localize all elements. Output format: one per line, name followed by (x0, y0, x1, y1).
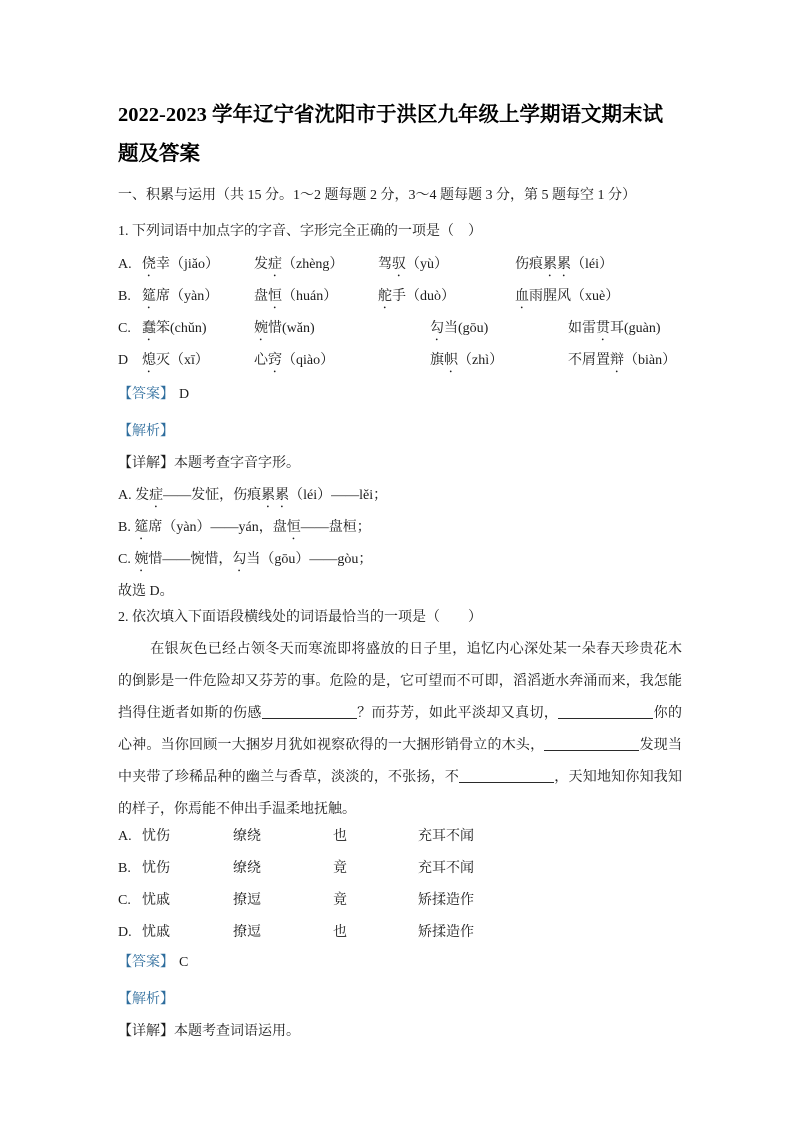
q1-analysis-label: 【解析】 (118, 424, 174, 439)
emphasized-text: 熄 (142, 353, 156, 368)
emphasized-text: 筵 (134, 520, 149, 535)
q1-option-row-b (118, 281, 682, 313)
emphasized-text: 血 (515, 289, 529, 304)
emphasized-text: 恒 (268, 289, 282, 304)
text-segment: ——盘桓； (300, 520, 371, 535)
text-segment: 旗 (430, 353, 444, 368)
text-segment: C. (118, 552, 135, 567)
q1-detail-line (118, 448, 682, 480)
emphasized-text: 婉 (254, 321, 268, 336)
option-label-d: D. (118, 925, 132, 940)
option-label-c: C. (118, 893, 131, 908)
q2-b-word-2: 缭绕 (233, 861, 261, 876)
q1-option-row-a (118, 249, 682, 281)
q2-c-word-4: 矫揉造作 (418, 893, 474, 908)
q1-c-word-3 (430, 313, 568, 345)
q1-d-word-4 (568, 345, 682, 377)
option-label-b: B. (118, 861, 131, 876)
blank-underline (558, 705, 653, 719)
emphasized-text: 恒 (286, 520, 301, 535)
emphasized-text: 勾 (232, 552, 247, 567)
q2-options (118, 821, 682, 949)
q2-c-word-3: 竟 (333, 893, 347, 908)
q2-a-word-1: 忧伤 (142, 829, 170, 844)
q1-b-word-4 (515, 281, 682, 313)
question-2 (118, 602, 682, 1048)
q1-option-row-d (118, 345, 682, 377)
text-segment: 伤痕 (515, 257, 543, 272)
text-segment: 灭（xī） (156, 353, 209, 368)
text-segment: 惜(wǎn) (268, 321, 315, 336)
emphasized-text: 侥 (142, 257, 156, 272)
q2-b-word-4: 充耳不闻 (418, 861, 474, 876)
option-label-b: B. (118, 289, 131, 304)
q2-d-word-4: 矫揉造作 (418, 925, 474, 940)
q2-c-word-2: 撩逗 (233, 893, 261, 908)
q2-detail-text: 本题考查词语运用。 (174, 1024, 300, 1039)
q1-a-word-3 (378, 249, 515, 281)
emphasized-text: 筵 (142, 289, 156, 304)
emphasized-text: 驭 (392, 257, 406, 272)
q1-d-word-3 (430, 345, 568, 377)
emphasized-text: 窍 (268, 353, 282, 368)
blank-underline (459, 769, 554, 783)
emphasized-text: 蠢 (142, 321, 156, 336)
option-label-d: D (118, 353, 129, 368)
text-segment: 当(gōu) (444, 321, 489, 336)
q1-option-row-c (118, 313, 682, 345)
text-segment: 你的心神。当你回顾一大捆岁月犹如视察砍得的一大捆形销骨立的木头， (118, 706, 683, 753)
emphasized-text: 辩 (610, 353, 624, 368)
text-segment: 如雷 (568, 321, 596, 336)
q1-c-word-2 (254, 313, 430, 345)
text-segment: A. 发 (118, 488, 150, 503)
q1-answer-value: D (179, 387, 190, 402)
text-segment: ？而芬芳，如此平淡却又真切， (356, 706, 559, 721)
text-segment: （zhì） (458, 353, 504, 368)
emphasized-text: 累累 (543, 257, 571, 272)
q1-detail-text: 本题考查字音字形。 (174, 456, 300, 471)
text-segment: ——发怔，伤痕 (163, 488, 262, 503)
option-label-c: C. (118, 321, 131, 336)
section-header: 一、积累与运用（共 15 分。1～2 题每题 2 分，3～4 题每题 3 分，第 5 题每空 1 分） (118, 188, 636, 203)
q1-d-word-1 (142, 345, 254, 377)
q2-detail-label: 【详解】 (118, 1024, 174, 1039)
q2-detail-line (118, 1016, 682, 1048)
q2-analysis-label: 【解析】 (118, 992, 174, 1007)
text-segment: 发 (254, 257, 268, 272)
q1-conclusion: 故选 D。 (118, 584, 174, 599)
text-segment: 席（yàn）——yán，盘 (148, 520, 287, 535)
emphasized-text: 症 (149, 488, 164, 503)
q2-b-word-3: 竟 (333, 861, 347, 876)
text-segment: 当（gōu）——gòu； (246, 552, 373, 567)
emphasized-text: 帜 (444, 353, 458, 368)
blank-underline (262, 705, 357, 719)
q1-c-word-4 (568, 313, 682, 345)
q2-d-word-2: 撩逗 (233, 925, 261, 940)
q1-b-word-2 (254, 281, 378, 313)
q1-d-word-2 (254, 345, 430, 377)
question-1 (118, 216, 682, 608)
q1-c-word-1 (142, 313, 254, 345)
q2-answer-value: C (179, 955, 189, 970)
q2-d-word-1: 忧戚 (142, 925, 170, 940)
text-segment: （yù） (406, 257, 448, 272)
q2-b-word-1: 忧伤 (142, 861, 170, 876)
q2-d-word-3: 也 (333, 925, 347, 940)
q2-a-word-2: 缭绕 (233, 829, 261, 844)
option-label-a: A. (118, 257, 132, 272)
q1-b-word-1 (142, 281, 254, 313)
q1-answer-line (118, 379, 682, 411)
q1-a-word-2 (254, 249, 378, 281)
emphasized-text: 累累 (261, 488, 290, 503)
emphasized-text: 舵 (378, 289, 392, 304)
text-segment: 幸（jiǎo） (156, 257, 219, 272)
document-content (118, 0, 682, 1048)
emphasized-text: 勾 (430, 321, 444, 336)
text-segment: 惜——惋惜， (148, 552, 233, 567)
q2-option-row-c (118, 885, 682, 917)
emphasized-text: 症 (268, 257, 282, 272)
q2-answer-line (118, 947, 682, 979)
q1-answer-label: 【答案】 (118, 387, 174, 402)
doc-title: 2022-2023 学年辽宁省沈阳市于洪区九年级上学期语文期末试题及答案 (118, 104, 663, 165)
emphasized-text: 贯 (596, 321, 610, 336)
q1-stem: 1. 下列词语中加点字的字音、字形完全正确的一项是（ ） (118, 224, 482, 239)
text-segment: 雨腥风（xuè） (529, 289, 620, 304)
text-segment: （biàn） (624, 353, 677, 368)
q1-options (118, 249, 682, 377)
option-label-a: A. (118, 829, 132, 844)
q2-option-row-a (118, 821, 682, 853)
text-segment: 发现当中夹带了珍稀品种的幽兰与香草，淡淡的，不张扬，不 (118, 738, 683, 785)
emphasized-text: 婉 (134, 552, 149, 567)
q2-answer-label: 【答案】 (118, 955, 174, 970)
q1-a-word-1 (142, 249, 254, 281)
text-segment: （léi）——lěi； (289, 488, 388, 503)
q1-a-word-4 (515, 249, 682, 281)
text-segment: 席（yàn） (156, 289, 219, 304)
text-segment: 盘 (254, 289, 268, 304)
q1-explanation-a (118, 480, 682, 512)
q2-stem: 2. 依次填入下面语段横线处的词语最恰当的一项是（ ） (118, 610, 482, 625)
text-segment: ，天知地知你知我知的样子，你焉能不伸出手温柔地抚触。 (118, 770, 683, 817)
text-segment: （zhèng） (282, 257, 344, 272)
q2-a-word-3: 也 (333, 829, 347, 844)
q2-passage (118, 634, 682, 826)
text-segment: 耳(guàn) (610, 321, 661, 336)
q1-b-word-3 (378, 281, 515, 313)
q2-option-row-d (118, 917, 682, 949)
text-segment: 心 (254, 353, 268, 368)
text-segment: 不屑置 (568, 353, 610, 368)
text-segment: 在银灰色已经占领冬天而寒流即将盛放的日子里，追忆内心深处某一朵春天珍贵花木的倒影是一件危险却又芬芳的事。危险的是，它可望而不可即，滔滔逝水奔涌而来，我怎能挡得住逝者如斯的伤感 (118, 642, 682, 721)
q1-explanation-b (118, 512, 682, 544)
text-segment: 笨(chǔn) (156, 321, 207, 336)
q2-a-word-4: 充耳不闻 (418, 829, 474, 844)
q1-explanation-c (118, 544, 682, 576)
text-segment: 驾 (378, 257, 392, 272)
q2-option-row-b (118, 853, 682, 885)
text-segment: （qiào） (282, 353, 335, 368)
text-segment: 手（duò） (392, 289, 455, 304)
text-segment: （huán） (282, 289, 338, 304)
q2-c-word-1: 忧戚 (142, 893, 170, 908)
text-segment: B. (118, 520, 135, 535)
text-segment: （léi） (571, 257, 613, 272)
blank-underline (544, 737, 639, 751)
q1-detail-label: 【详解】 (118, 456, 174, 471)
